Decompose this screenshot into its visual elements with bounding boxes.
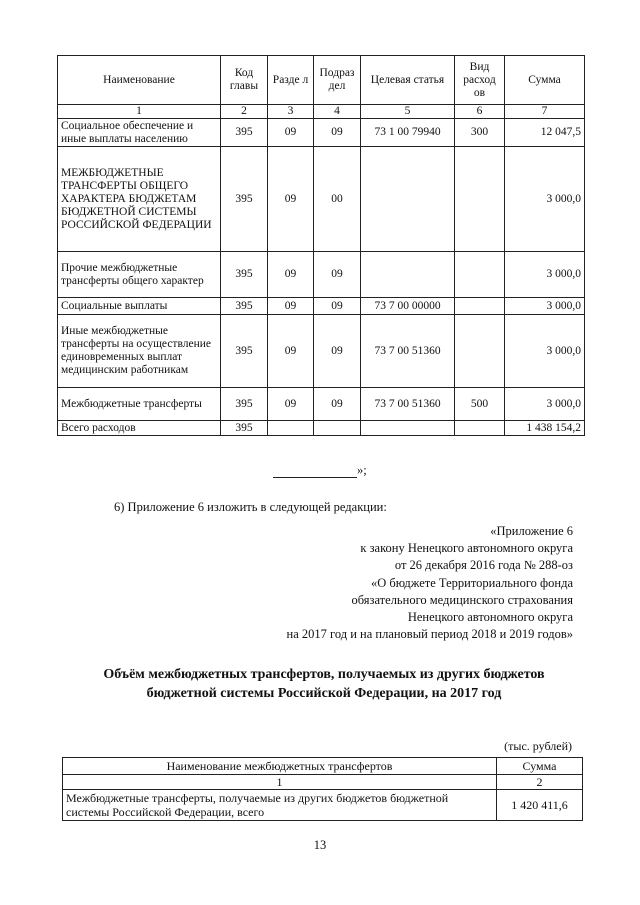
col-number: 3 xyxy=(268,105,314,119)
row-subsection: 09 xyxy=(314,315,361,388)
row-section: 09 xyxy=(268,147,314,252)
col-number: 1 xyxy=(58,105,221,119)
row-section: 09 xyxy=(268,298,314,315)
row-name: Межбюджетные трансферты xyxy=(58,388,221,421)
col-number: 7 xyxy=(505,105,585,119)
row-subsection: 09 xyxy=(314,298,361,315)
row-code: 395 xyxy=(221,421,268,436)
appendix-line: к закону Ненецкого автономного округа xyxy=(360,541,573,556)
row-subsection: 00 xyxy=(314,147,361,252)
title-line: Объём межбюджетных трансфертов, получаемых из других бюджетов xyxy=(103,667,545,682)
row-type: 300 xyxy=(455,119,505,147)
units-label: (тыс. рублей) xyxy=(504,739,572,753)
row-section: 09 xyxy=(268,119,314,147)
col-number: 2 xyxy=(221,105,268,119)
header-expense-type: Вид расход ов xyxy=(455,56,505,105)
table-row xyxy=(58,147,585,252)
paragraph-6: 6) Приложение 6 изложить в следующей редакции: xyxy=(114,500,387,514)
row-section: 09 xyxy=(268,315,314,388)
row-name: Иные межбюджетные трансферты на осуществление единовременных выплат медицинским работникам xyxy=(58,315,221,388)
row-type xyxy=(455,315,505,388)
appendix-line: «О бюджете Территориального фонда xyxy=(370,575,573,590)
row-code: 395 xyxy=(221,298,268,315)
col-number: 6 xyxy=(455,105,505,119)
row-name: Прочие межбюджетные трансферты общего характер xyxy=(58,252,221,298)
row-sum: 3 000,0 xyxy=(505,147,585,252)
header-section: Разде л xyxy=(268,56,314,105)
row-sum: 1 420 411,6 xyxy=(497,790,583,821)
row-sum: 1 438 154,2 xyxy=(505,421,585,436)
row-article: 73 1 00 79940 xyxy=(361,119,455,147)
table-row xyxy=(58,388,585,421)
separator-line xyxy=(273,465,357,478)
transfers-table xyxy=(62,757,583,821)
table-row-total xyxy=(58,421,585,436)
row-name: Межбюджетные трансферты, получаемые из других бюджетов бюджетной системы Российской Федерации, всего xyxy=(63,790,497,821)
row-type xyxy=(455,252,505,298)
row-sum: 3 000,0 xyxy=(505,388,585,421)
budget-expenses-table xyxy=(57,55,585,436)
table-row xyxy=(63,790,583,821)
table-row xyxy=(58,119,585,147)
row-article xyxy=(361,147,455,252)
col-number: 1 xyxy=(63,775,497,790)
row-type: 500 xyxy=(455,388,505,421)
appendix-line: на 2017 год и на плановый период 2018 и 2019 годов» xyxy=(286,627,573,642)
row-name: Социальное обеспечение и иные выплаты населению xyxy=(58,119,221,147)
table-row xyxy=(58,298,585,315)
header-sum: Сумма xyxy=(505,56,585,105)
row-name: Социальные выплаты xyxy=(58,298,221,315)
table-end-separator xyxy=(273,463,367,478)
appendix-line: обязательного медицинского страхования xyxy=(351,592,573,607)
row-sum: 3 000,0 xyxy=(505,252,585,298)
row-type xyxy=(455,298,505,315)
row-article: 73 7 00 51360 xyxy=(361,315,455,388)
row-code: 395 xyxy=(221,119,268,147)
row-sum: 3 000,0 xyxy=(505,298,585,315)
row-article xyxy=(361,421,455,436)
row-subsection xyxy=(314,421,361,436)
col-number: 4 xyxy=(314,105,361,119)
row-section xyxy=(268,421,314,436)
header-transfer-name: Наименование межбюджетных трансфертов xyxy=(63,758,497,775)
row-subsection: 09 xyxy=(314,119,361,147)
title-line: бюджетной системы Российской Федерации, на 2017 год xyxy=(146,686,502,701)
appendix-line: Ненецкого автономного округа xyxy=(407,610,573,625)
row-subsection: 09 xyxy=(314,252,361,298)
header-subsection: Подраз дел xyxy=(314,56,361,105)
row-section: 09 xyxy=(268,388,314,421)
page-number: 13 xyxy=(313,838,327,852)
appendix-heading xyxy=(287,523,573,643)
row-type xyxy=(455,147,505,252)
header-sum: Сумма xyxy=(497,758,583,775)
row-code: 395 xyxy=(221,252,268,298)
appendix-line: от 26 декабря 2016 года № 288-оз xyxy=(394,558,573,573)
row-sum: 3 000,0 xyxy=(505,315,585,388)
document-title xyxy=(60,665,588,703)
row-article xyxy=(361,252,455,298)
row-sum: 12 047,5 xyxy=(505,119,585,147)
col-number: 2 xyxy=(497,775,583,790)
separator-tail: »; xyxy=(357,463,367,477)
row-code: 395 xyxy=(221,388,268,421)
row-article: 73 7 00 51360 xyxy=(361,388,455,421)
row-type xyxy=(455,421,505,436)
row-section: 09 xyxy=(268,252,314,298)
table-row xyxy=(58,315,585,388)
row-name: Всего расходов xyxy=(58,421,221,436)
appendix-line: «Приложение 6 xyxy=(490,524,573,538)
row-code: 395 xyxy=(221,147,268,252)
row-name: МЕЖБЮДЖЕТНЫЕ ТРАНСФЕРТЫ ОБЩЕГО ХАРАКТЕРА БЮДЖЕТАМ БЮДЖЕТНОЙ СИСТЕМЫ РОССИЙСКОЙ ФЕДЕРАЦИИ xyxy=(58,147,221,252)
header-name: Наименование xyxy=(58,56,221,105)
col-number: 5 xyxy=(361,105,455,119)
header-target-article: Целевая статья xyxy=(361,56,455,105)
table-row xyxy=(58,252,585,298)
row-article: 73 7 00 00000 xyxy=(361,298,455,315)
header-code: Код главы xyxy=(221,56,268,105)
row-code: 395 xyxy=(221,315,268,388)
row-subsection: 09 xyxy=(314,388,361,421)
